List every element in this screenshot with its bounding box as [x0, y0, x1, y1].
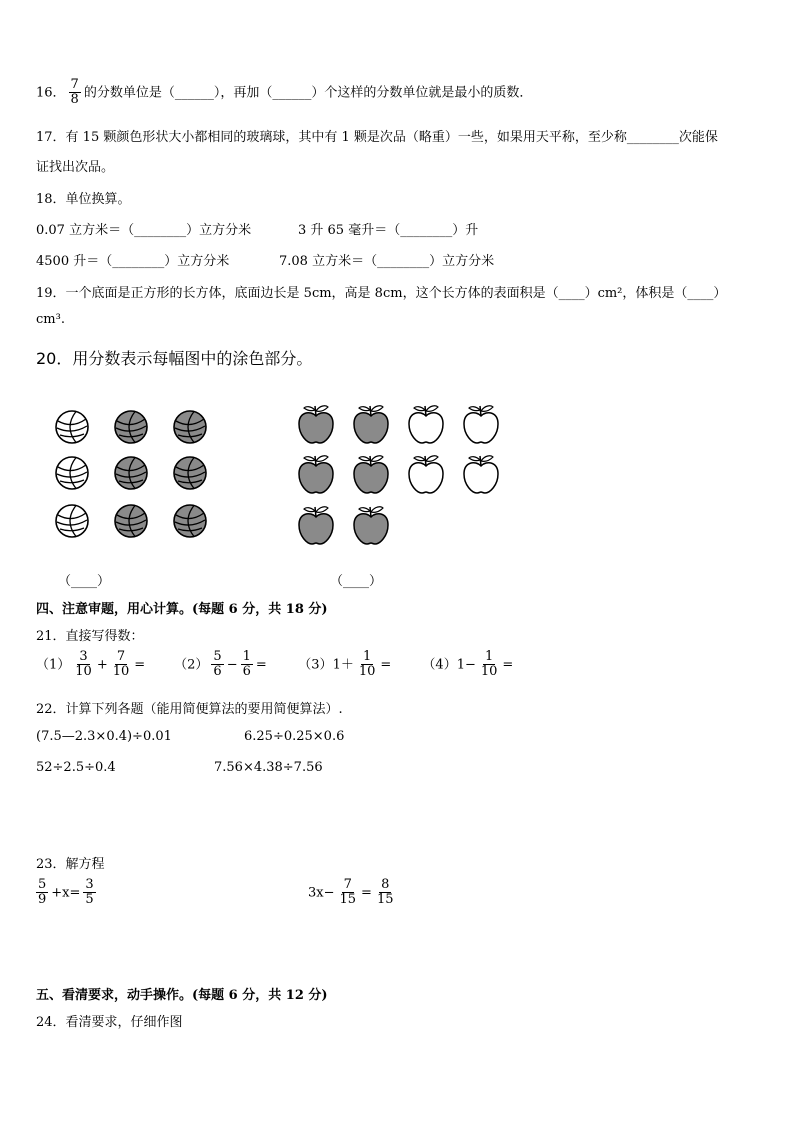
q21-p4 [422, 650, 513, 680]
eq1-frac-a [36, 878, 48, 908]
p1-label: （1） [36, 657, 71, 673]
eq2-pre: 3x− [308, 885, 335, 901]
q22-expr-3: 52÷2.5÷0.4 [36, 760, 116, 775]
frac-numerator: 3 [79, 649, 88, 664]
p1-eq: = [134, 657, 146, 673]
frac-denominator: 10 [75, 664, 92, 680]
q22-expr-1: (7.5—2.3×0.4)÷0.01 [36, 729, 172, 744]
basketball-shaded-icon [172, 409, 208, 445]
q16-fraction [69, 78, 81, 108]
eq2-frac-a [338, 878, 359, 908]
apple-shaded-icon [351, 402, 391, 446]
frac-denominator: 10 [358, 664, 376, 680]
p1-frac-b [111, 650, 132, 680]
p2-frac-a [211, 650, 223, 680]
frac-denominator: 5 [85, 892, 94, 908]
frac-denominator: 10 [112, 664, 130, 680]
q18-item-c: 4500 升＝（________）立方分米 [36, 254, 230, 269]
eq1-mid: +x= [51, 885, 81, 901]
basketball-shaded-icon [172, 503, 208, 539]
q22-expr-2: 6.25÷0.25×0.6 [244, 729, 345, 744]
question-18-title: 18．单位换算。 [36, 192, 131, 207]
question-23-title: 23．解方程 [36, 857, 105, 872]
frac-numerator: 1 [485, 649, 494, 664]
frac-denominator: 10 [480, 664, 498, 680]
q23-equation-1 [36, 878, 99, 908]
basketball-shaded-icon [113, 409, 149, 445]
q23-equation-2 [308, 878, 399, 908]
eq2-mid: = [361, 885, 372, 901]
caption-apples: （____） [330, 574, 383, 589]
p4-frac [479, 650, 500, 680]
apple-shaded-icon [351, 452, 391, 496]
frac-denominator: 15 [376, 892, 394, 908]
frac-numerator: 5 [38, 877, 47, 892]
p2-eq: = [255, 657, 267, 673]
frac-denominator: 15 [339, 892, 357, 908]
q21-p2 [174, 650, 294, 680]
frac-denominator: 6 [213, 664, 222, 680]
basketball-icon [54, 455, 90, 491]
question-20-title: 20．用分数表示每幅图中的涂色部分。 [36, 349, 313, 368]
frac-numerator: 7 [70, 77, 79, 92]
q21-problems [36, 650, 513, 680]
frac-numerator: 5 [213, 649, 222, 664]
q21-p3 [298, 650, 418, 680]
question-16 [36, 78, 532, 108]
q21-p1 [36, 650, 170, 680]
apple-icon [406, 452, 446, 496]
basketball-shaded-icon [113, 503, 149, 539]
p3-frac [357, 650, 378, 680]
eq1-frac-b [83, 878, 95, 908]
p1-op: + [96, 657, 108, 673]
q18-item-b: 3 升 65 毫升＝（________）升 [298, 223, 479, 238]
question-17-line1: 17．有 15 颗颜色形状大小都相同的玻璃球，其中有 1 颗是次品（略重）一些，如果用天平称，至少称________次能保 [36, 130, 718, 145]
frac-denominator: 9 [38, 892, 47, 908]
p3-eq: = [380, 657, 392, 673]
frac-numerator: 7 [343, 877, 352, 892]
frac-numerator: 8 [381, 877, 390, 892]
question-19-line2: cm³. [36, 312, 65, 327]
p4-pre: 1− [456, 657, 476, 673]
apple-icon [461, 452, 501, 496]
p2-label: （2） [174, 657, 209, 673]
basketball-shaded-icon [172, 455, 208, 491]
question-22-title: 22．计算下列各题（能用简便算法的要用简便算法）. [36, 702, 343, 717]
apple-shaded-icon [296, 402, 336, 446]
frac-numerator: 3 [85, 877, 94, 892]
apple-shaded-icon [296, 452, 336, 496]
apple-shaded-icon [296, 503, 336, 547]
q18-item-d: 7.08 立方米＝（________）立方分米 [279, 254, 495, 269]
section-4-heading: 四、注意审题，用心计算。(每题 6 分，共 18 分) [36, 602, 328, 617]
question-19-line1: 19．一个底面是正方形的长方体，底面边长是 5cm，高是 8cm，这个长方体的表面积是（____）cm²，体积是（____） [36, 286, 727, 301]
frac-numerator: 1 [362, 649, 372, 664]
p3-label: （3） [298, 657, 333, 673]
q18-item-a: 0.07 立方米＝（________）立方分米 [36, 223, 252, 238]
frac-denominator: 8 [70, 92, 79, 108]
p2-op: − [226, 657, 238, 673]
eq2-frac-b [375, 878, 396, 908]
apple-icon [461, 402, 501, 446]
question-21-title: 21．直接写得数： [36, 629, 144, 644]
q16-text: 的分数单位是（______），再加（______）个这样的分数单位就是最小的质数． [83, 85, 533, 101]
caption-basketballs: （____） [58, 574, 111, 589]
question-24-title: 24．看清要求，仔细作图 [36, 1015, 183, 1030]
basketball-icon [54, 409, 90, 445]
p3-pre: 1＋ [332, 657, 354, 673]
frac-numerator: 7 [116, 649, 126, 664]
frac-denominator: 6 [242, 664, 251, 680]
p4-eq: = [502, 657, 514, 673]
q16-number: 16． [36, 85, 66, 101]
apple-icon [406, 402, 446, 446]
section-5-heading: 五、看清要求，动手操作。(每题 6 分，共 12 分) [36, 988, 328, 1003]
basketball-shaded-icon [113, 455, 149, 491]
p1-frac-a [73, 650, 94, 680]
p4-label: （4） [422, 657, 457, 673]
apple-shaded-icon [351, 503, 391, 547]
p2-frac-b [241, 650, 253, 680]
frac-numerator: 1 [242, 649, 251, 664]
q22-expr-4: 7.56×4.38÷7.56 [214, 760, 323, 775]
question-17-line2: 证找出次品。 [36, 160, 115, 175]
basketball-icon [54, 503, 90, 539]
